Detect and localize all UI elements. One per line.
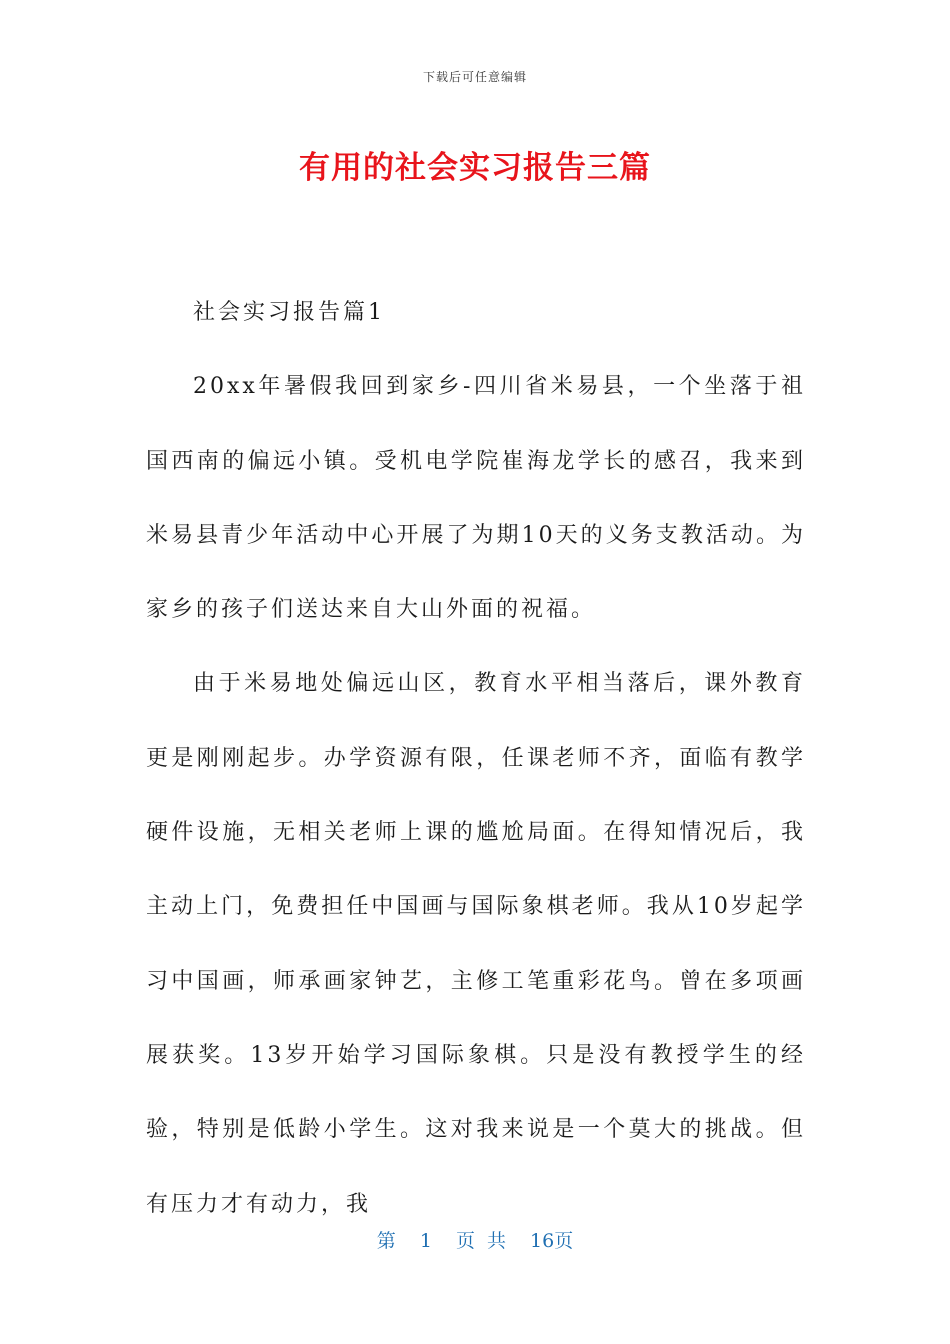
document-body: [146, 276, 806, 1242]
footer-total-pages: 16: [530, 1230, 555, 1252]
footer-mid: 页 共: [455, 1230, 506, 1252]
footer-suffix: 页: [554, 1230, 574, 1252]
footer-current-page: 1: [419, 1230, 432, 1252]
paragraph-1: 20xx年暑假我回到家乡-四川省米易县，一个坐落于祖国西南的偏远小镇。受机电学院崔海龙学长的感召，我来到米易县青少年活动中心开展了为期10天的义务支教活动。为家乡的孩子们送达来自大山外面的祝福。: [146, 374, 806, 623]
paragraph-2: 由于米易地处偏远山区，教育水平相当落后，课外教育更是刚刚起步。办学资源有限，任课老师不齐，面临有教学硬件设施，无相关老师上课的尴尬局面。在得知情况后，我主动上门，免费担任中国画与国际象棋老师。我从10岁起学习中国画，师承画家钟艺，主修工笔重彩花鸟。曾在多项画展获奖。13岁开始学习国际象棋。只是没有教授学生的经验，特别是低龄小学生。这对我来说是一个莫大的挑战。但有压力才有动力，我: [146, 671, 806, 1217]
footer-prefix: 第: [376, 1230, 396, 1252]
document-title: 有用的社会实习报告三篇: [299, 150, 651, 186]
section-heading: 社会实习报告篇1: [193, 300, 385, 325]
page-footer: [0, 1226, 950, 1253]
header-note: 下载后可任意编辑: [422, 70, 527, 84]
